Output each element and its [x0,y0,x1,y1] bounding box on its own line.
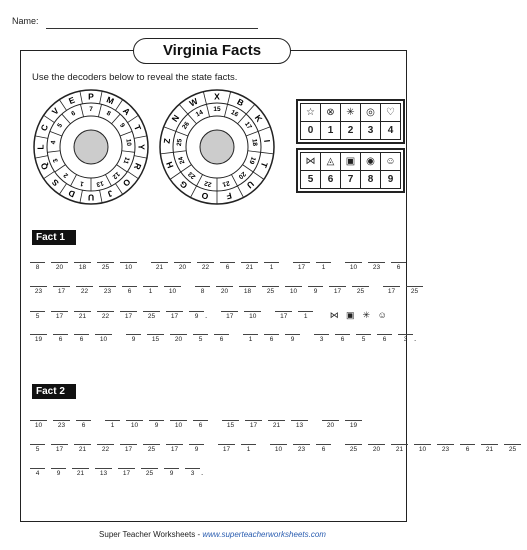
letter-blank[interactable]: 17 [166,444,183,453]
wheel2-outer-divider [261,152,274,154]
symbol-clue: ▣ [345,310,355,320]
letter-blank[interactable]: 10 [170,420,187,429]
letter-blank[interactable]: 20 [51,262,68,271]
letter-blank[interactable]: 19 [30,334,47,343]
wheel2-outer-label: F [225,190,233,202]
wheel1-inner-divider [50,131,62,136]
key-number: 5 [301,171,321,189]
wheel1-outer-divider [100,190,103,203]
letter-blank[interactable]: 9 [149,420,164,429]
letter-blank[interactable]: 23 [30,286,47,295]
key-symbol: ◎ [361,104,381,122]
wheel2-outer-label: I [262,139,273,143]
letter-blank[interactable]: 9 [285,334,300,343]
key-number: 2 [341,122,361,140]
wheel1-outer-divider [100,91,103,104]
wheel1-outer-divider [128,115,139,122]
wheel2-inner-label: 16 [229,109,240,119]
wheel1-outer-label: L [35,144,46,150]
letter-blank[interactable]: 21 [74,444,91,453]
wheel1-outer-label: Q [38,161,51,172]
footer-url[interactable]: www.superteacherworksheets.com [202,530,326,539]
wheel2-outer-label: U [244,179,257,191]
key-number: 7 [341,171,361,189]
letter-blank[interactable]: 25 [141,468,158,477]
letter-blank[interactable]: 6 [53,334,68,343]
wheel2-outer-label: H [164,160,176,170]
letter-blank[interactable]: 6 [460,444,475,453]
wheel1-inner-label: 3 [52,157,60,164]
wheel1-outer-label: S [49,177,61,189]
wheel1-outer-label: O [120,176,133,189]
letter-blank[interactable]: 10 [95,334,112,343]
letter-blank[interactable]: 23 [99,286,116,295]
letter-blank[interactable]: 10 [270,444,287,453]
wheel2-outer-label: T [258,160,270,170]
wheel2-inner-label: 23 [187,170,198,181]
wheel1-inner-label: 10 [124,138,133,147]
code-line [30,286,429,295]
letter-blank[interactable]: 9 [308,286,323,295]
wheel1-outer-label: J [106,188,115,200]
letter-blank[interactable]: 17 [293,262,310,271]
wheel1-outer-label: U [87,192,95,203]
wheel2-outer-divider [246,104,255,114]
wheel1-outer-divider [134,156,147,159]
letter-blank[interactable]: 25 [262,286,279,295]
wheel2-hub [200,130,234,164]
code-line [30,310,391,321]
wheel2-outer-divider [258,127,270,132]
wheel1-inner-divider [55,165,66,172]
key-number: 9 [381,171,401,189]
wheel1-inner-divider [120,131,132,136]
wheel1-outer-label: M [105,94,116,107]
wheel2-outer-divider [237,186,243,198]
letter-blank[interactable]: 6 [316,444,331,453]
key-symbol: ◉ [361,153,381,171]
letter-blank[interactable]: 21 [391,444,408,453]
wheel2-inner-label: 21 [221,179,231,188]
wheel2-inner-divider [231,174,237,186]
wheel2-outer-divider [160,152,173,154]
wheel2-inner-label: 15 [213,106,221,113]
wheel2-outer-divider [203,92,206,105]
key-symbol: ⋈ [301,153,321,171]
wheel2-outer-divider [228,92,231,105]
letter-blank[interactable]: 17 [51,311,68,320]
letter-blank[interactable]: 10 [120,262,137,271]
key-number: 3 [361,122,381,140]
letter-blank[interactable]: 17 [120,444,137,453]
name-label: Name: [12,16,39,26]
letter-blank[interactable]: 6 [122,286,137,295]
letter-blank[interactable]: 10 [414,444,431,453]
wheel1-outer-divider [44,115,55,122]
letter-blank[interactable]: 9 [164,468,179,477]
wheel2-inner-divider [248,151,261,153]
wheel2-inner-divider [176,131,188,136]
wheel2-inner-label: 19 [247,155,257,165]
wheel2-outer-label: G [177,178,190,191]
wheel1-outer-divider [134,136,147,139]
letter-blank[interactable]: 21 [481,444,498,453]
wheel1-outer-label: V [49,105,61,117]
code-line [30,444,527,453]
footer [0,530,425,539]
key-symbol: ☺ [381,153,401,171]
wheel2-inner-label: 18 [250,138,259,147]
decoder-wheel-1 [32,88,150,206]
wheel1-outer-label: Y [136,144,147,150]
letter-blank[interactable]: 5 [193,334,208,343]
letter-blank[interactable]: 3 [185,468,200,477]
wheel2-outer-label: O [200,190,210,202]
letter-blank[interactable]: 10 [164,286,181,295]
letter-blank[interactable]: 17 [245,420,262,429]
symbol-clue: ✳ [362,310,370,320]
wheel2-inner-divider [188,114,197,124]
wheel2-outer-divider [179,104,188,114]
page-title [133,38,291,64]
wheel1-outer-divider [59,184,66,195]
letter-blank[interactable]: 18 [239,286,256,295]
wheel1-inner-label: 9 [117,122,126,130]
letter-blank[interactable]: 5 [356,334,371,343]
letter-blank[interactable]: 20 [170,334,187,343]
letter-blank[interactable]: 6 [74,334,89,343]
wheel1-outer-label: A [121,105,133,117]
wheel2-inner-divider [197,174,203,186]
letter-blank[interactable]: 6 [377,334,392,343]
letter-blank[interactable]: 23 [53,420,70,429]
footer-text: Super Teacher Worksheets - [99,530,203,539]
letter-blank[interactable]: 1 [243,334,258,343]
letter-blank[interactable]: 22 [76,286,93,295]
letter-blank[interactable]: 22 [197,262,214,271]
wheel1-outer-label: T [132,123,144,132]
wheel1-outer-divider [128,171,139,178]
letter-blank[interactable]: 10 [126,420,143,429]
letter-blank[interactable]: 25 [504,444,521,453]
fact-2-label: Fact 2 [32,384,76,399]
wheel1-inner-divider [112,114,121,124]
wheel2-outer-label: W [187,95,200,109]
letter-blank[interactable]: 5 [30,444,45,453]
key-number: 4 [381,122,401,140]
wheel1-outer-divider [115,100,122,111]
symbol-key-2 [296,148,405,193]
wheel2-inner-label: 25 [175,138,184,147]
wheel2-outer-divider [170,172,181,179]
letter-blank[interactable]: 17 [383,286,400,295]
wheel1-inner-label: 4 [50,140,58,145]
letter-blank[interactable]: 3 [398,334,413,343]
key-symbol: ◬ [321,153,341,171]
key-symbol: ▣ [341,153,361,171]
wheel2-inner-divider [206,104,209,117]
letter-blank[interactable]: 8 [195,286,210,295]
letter-blank[interactable]: 17 [53,286,70,295]
wheel1-outer-label: R [131,161,144,172]
letter-blank[interactable]: 25 [143,444,160,453]
letter-blank[interactable]: 6 [264,334,279,343]
code-line [30,334,422,343]
key-number: 6 [321,171,341,189]
wheel2-outer-label: B [235,96,246,109]
code-line [30,420,368,429]
fact-1-label: Fact 1 [32,230,76,245]
decoder-wheel-2 [158,88,276,206]
letter-blank[interactable]: 21 [241,262,258,271]
wheel1-inner-label: 8 [105,109,112,118]
key-symbol: ✳ [341,104,361,122]
letter-blank[interactable]: 23 [293,444,310,453]
letter-blank[interactable]: 20 [174,262,191,271]
letter-blank[interactable]: 10 [30,420,47,429]
letter-blank[interactable]: 3 [314,334,329,343]
letter-blank[interactable]: 20 [322,420,339,429]
letter-blank[interactable]: 17 [275,311,292,320]
code-line [30,468,209,477]
wheel1-inner-label: 5 [56,122,65,130]
wheel2-outer-divider [253,172,264,179]
letter-blank[interactable]: 25 [143,311,160,320]
wheel1-outer-divider [35,136,48,139]
letter-blank[interactable]: 20 [368,444,385,453]
wheel2-outer-label: Z [161,137,173,145]
letter-blank[interactable]: 1 [105,420,120,429]
symbol-clue: ⋈ [329,310,339,320]
wheel1-inner-divider [98,104,101,117]
letter-blank[interactable]: 1 [316,262,331,271]
letter-blank[interactable]: 13 [95,468,112,477]
letter-blank[interactable]: 21 [268,420,285,429]
letter-blank[interactable]: 9 [51,468,66,477]
letter-blank[interactable]: 15 [147,334,164,343]
wheel1-inner-label: 6 [70,109,77,118]
wheel1-inner-label: 11 [121,155,131,165]
letter-blank[interactable]: 20 [216,286,233,295]
name-field[interactable] [46,28,258,29]
letter-blank[interactable]: 17 [221,311,238,320]
wheel1-outer-divider [80,190,83,203]
key-symbol: ☆ [301,104,321,122]
letter-blank[interactable]: 23 [368,262,385,271]
key-number: 8 [361,171,381,189]
symbol-key-1 [296,99,405,144]
wheel2-outer-label: K [252,112,265,124]
punctuation: . [201,468,204,477]
wheel1-outer-label: C [38,122,51,133]
wheel2-inner-divider [246,131,258,136]
letter-blank[interactable]: 22 [97,311,114,320]
letter-blank[interactable]: 6 [76,420,91,429]
wheel2-inner-divider [181,165,192,172]
code-line [30,262,412,271]
letter-blank[interactable]: 25 [97,262,114,271]
title-text: Virginia Facts [162,42,262,59]
letter-blank[interactable]: 17 [51,444,68,453]
letter-blank[interactable]: 10 [285,286,302,295]
symbol-clue: ☺ [377,310,387,320]
letter-blank[interactable]: 23 [437,444,454,453]
key-number: 0 [301,122,321,140]
letter-blank[interactable]: 17 [118,468,135,477]
wheel2-outer-divider [191,186,197,198]
key-symbol: ♡ [381,104,401,122]
letter-blank[interactable]: 19 [345,420,362,429]
wheel2-inner-label: 20 [236,170,247,181]
letter-blank[interactable]: 6 [214,334,229,343]
wheel2-outer-divider [164,127,176,132]
key-number: 1 [321,122,341,140]
wheel2-outer-label: X [214,91,220,102]
wheel1-inner-label: 2 [62,171,70,179]
letter-blank[interactable]: 4 [30,468,45,477]
wheel1-inner-divider [47,151,60,153]
wheel1-inner-label: 13 [95,179,105,188]
letter-blank[interactable]: 15 [222,420,239,429]
letter-blank[interactable]: 9 [189,311,204,320]
wheel1-inner-divider [80,104,83,117]
letter-blank[interactable]: 25 [406,286,423,295]
letter-blank[interactable]: 10 [244,311,261,320]
letter-blank[interactable]: 1 [143,286,158,295]
wheel1-outer-divider [80,91,83,104]
letter-blank[interactable]: 10 [345,262,362,271]
wheel2-inner-label: 22 [203,179,213,188]
letter-blank[interactable]: 22 [97,444,114,453]
letter-blank[interactable]: 25 [352,286,369,295]
letter-blank[interactable]: 5 [30,311,45,320]
wheel2-inner-label: 14 [194,109,205,119]
letter-blank[interactable]: 9 [126,334,141,343]
wheel2-inner-divider [173,151,186,153]
letter-blank[interactable]: 9 [189,444,204,453]
letter-blank[interactable]: 21 [72,468,89,477]
letter-blank[interactable]: 1 [241,444,256,453]
wheel1-inner-divider [122,151,135,153]
letter-blank[interactable]: 21 [151,262,168,271]
wheel1-outer-divider [35,156,48,159]
letter-blank[interactable]: 6 [335,334,350,343]
letter-blank[interactable]: 1 [264,262,279,271]
letter-blank[interactable]: 18 [74,262,91,271]
wheel1-outer-divider [115,184,122,195]
wheel2-inner-divider [224,104,227,117]
punctuation: . [205,311,208,320]
wheel1-inner-divider [105,174,111,186]
letter-blank[interactable]: 8 [30,262,45,271]
letter-blank[interactable]: 1 [298,311,313,320]
letter-blank[interactable]: 17 [120,311,137,320]
wheel1-inner-label: 1 [79,179,85,188]
wheel1-outer-divider [59,100,66,111]
key-symbol: ⊗ [321,104,341,122]
wheel2-inner-label: 24 [177,155,187,165]
wheel1-hub [74,130,108,164]
wheel2-inner-label: 26 [181,120,192,131]
letter-blank[interactable]: 6 [391,262,406,271]
wheel1-inner-label: 12 [110,170,121,181]
letter-blank[interactable]: 6 [193,420,208,429]
letter-blank[interactable]: 25 [345,444,362,453]
instructions: Use the decoders below to reveal the state facts. [32,72,238,83]
wheel1-outer-divider [44,171,55,178]
wheel1-outer-label: D [66,187,77,200]
letter-blank[interactable]: 21 [74,311,91,320]
wheel1-inner-label: 7 [89,106,93,113]
wheel2-outer-label: N [169,112,182,124]
wheel1-outer-label: E [67,94,77,107]
wheel1-outer-label: P [88,91,94,102]
letter-blank[interactable]: 13 [291,420,308,429]
wheel1-inner-divider [62,114,71,124]
punctuation: . [414,334,417,343]
letter-blank[interactable]: 6 [220,262,235,271]
wheel2-inner-label: 17 [242,120,253,131]
letter-blank[interactable]: 17 [218,444,235,453]
letter-blank[interactable]: 17 [329,286,346,295]
letter-blank[interactable]: 17 [166,311,183,320]
wheel1-inner-divider [71,174,77,186]
